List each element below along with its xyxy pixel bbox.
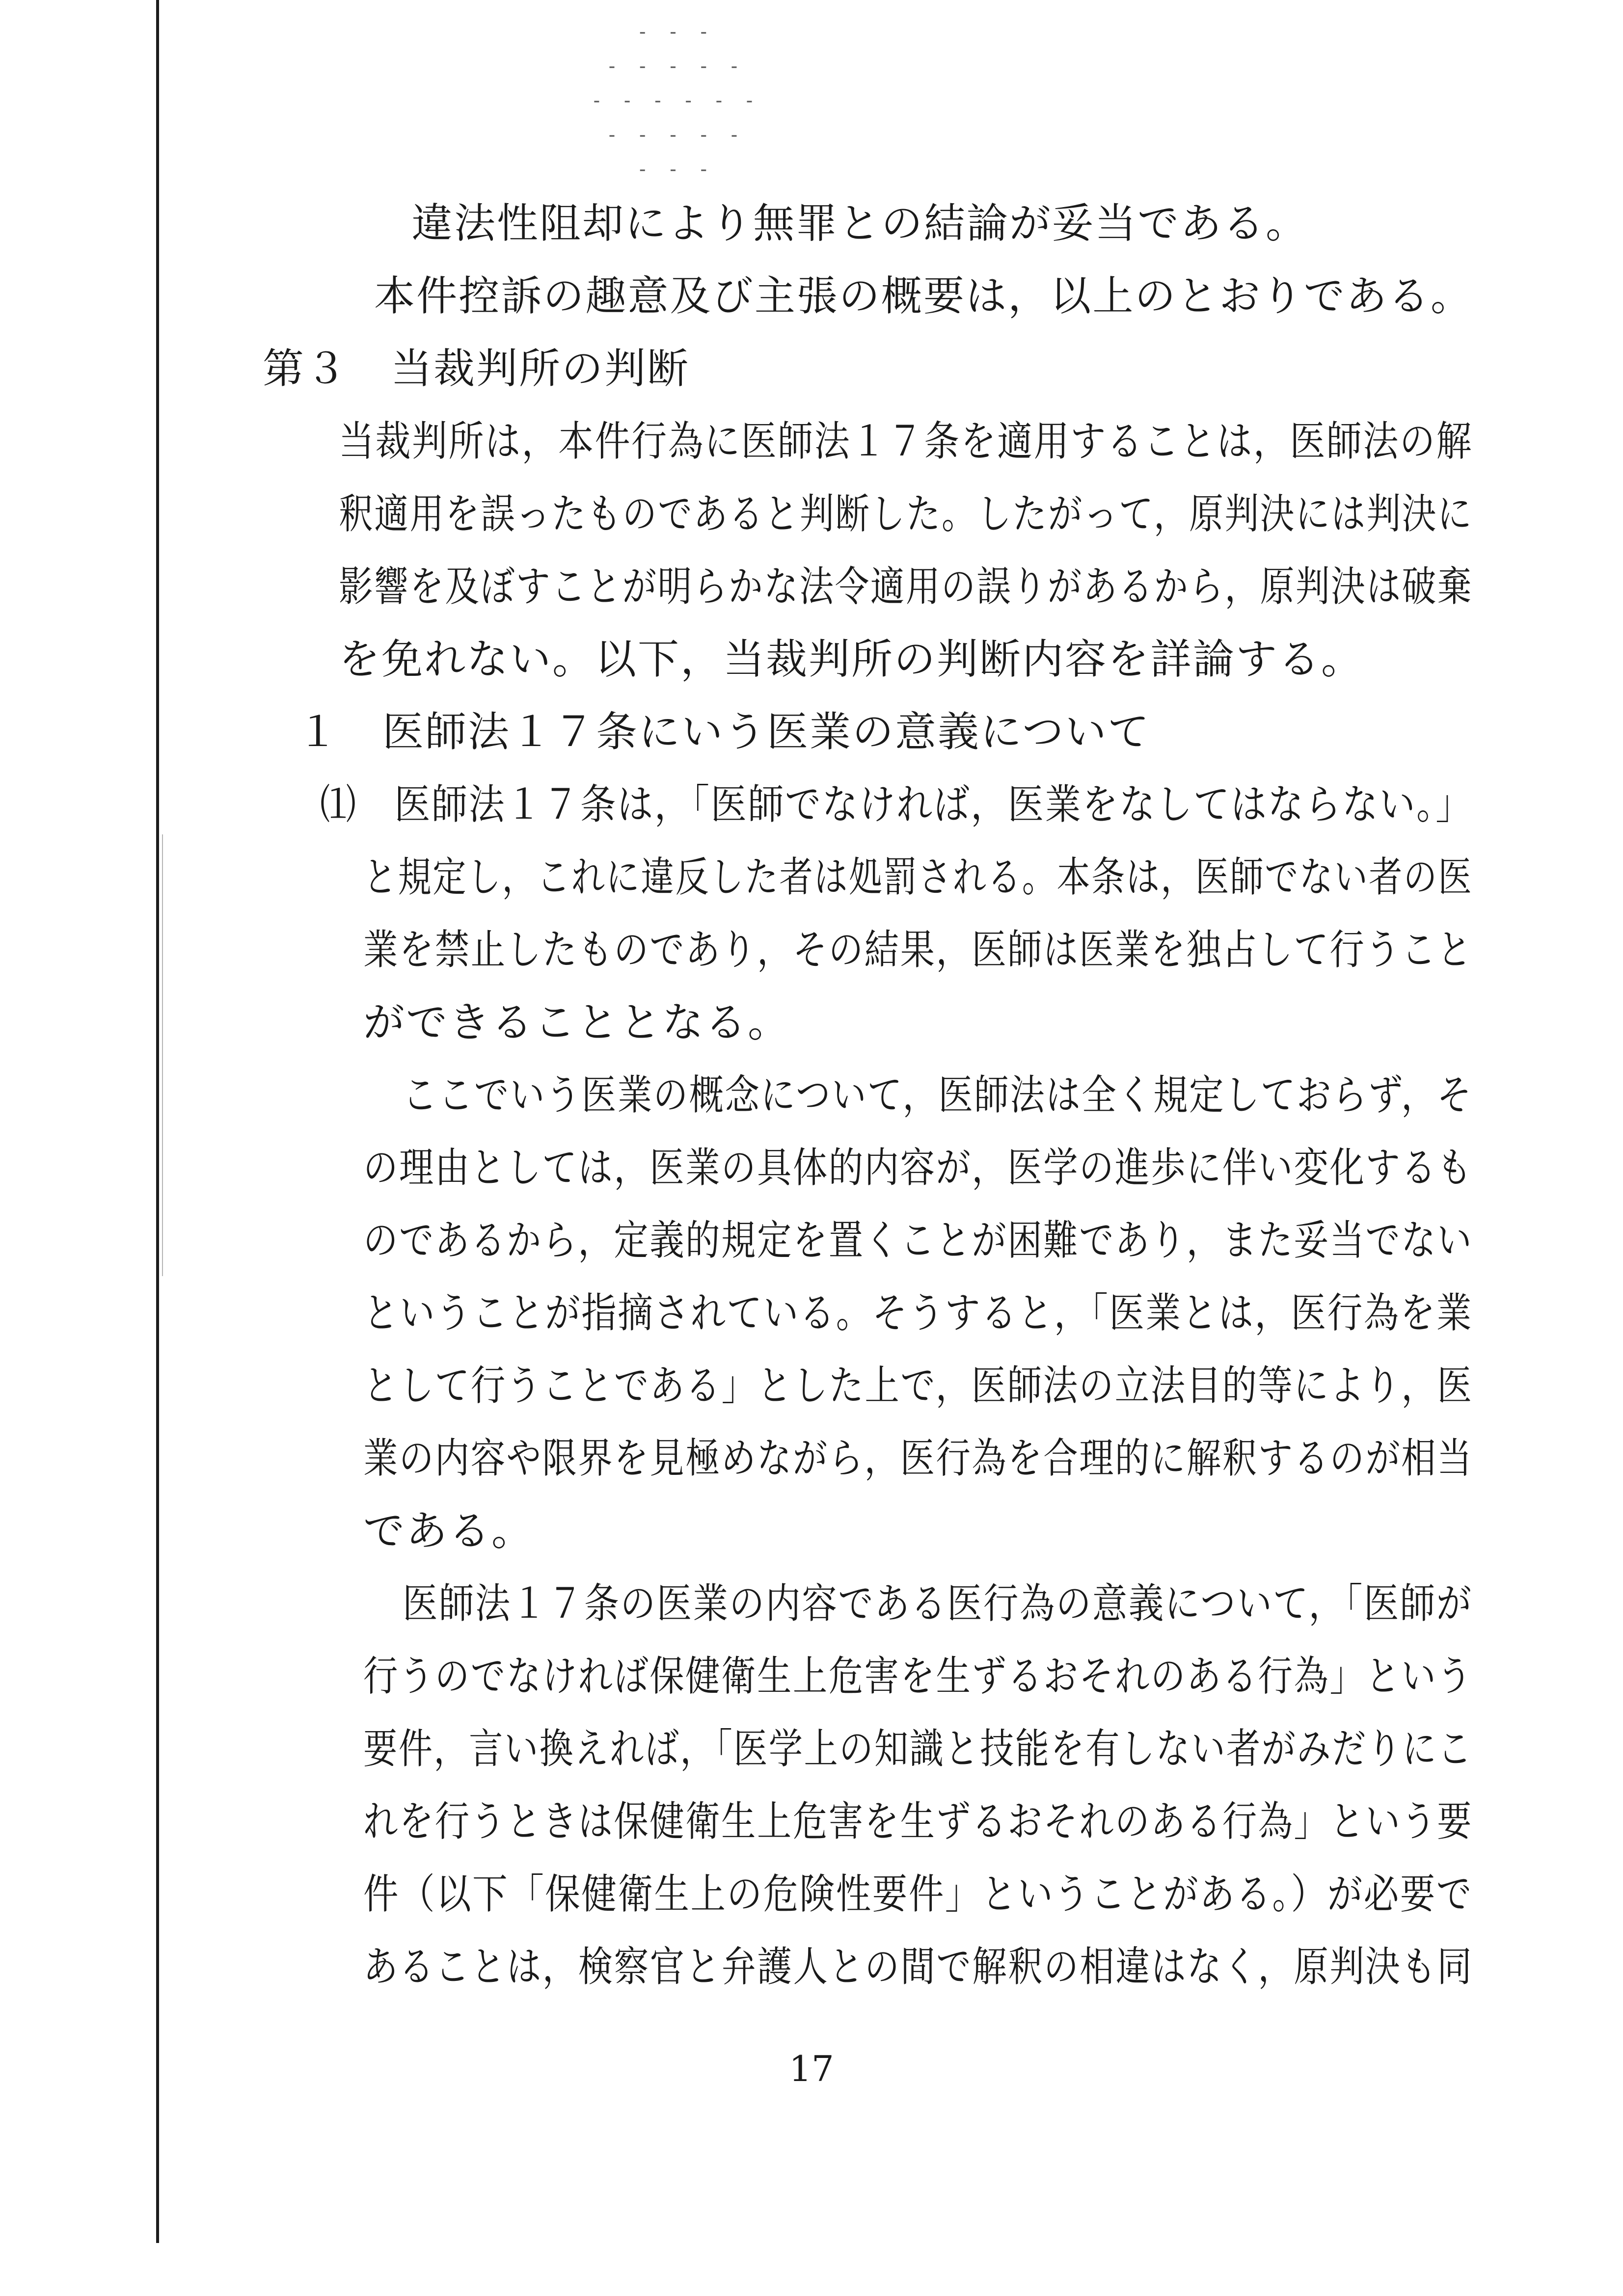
text-line-15: のであるから，定義的規定を置くことが困難であり，また妥当でない — [363, 1216, 1473, 1264]
text-line-17: として行うことである」とした上で，医師法の立法目的等により，医 — [363, 1362, 1473, 1410]
text-line-12: ができることとなる。 — [363, 998, 791, 1046]
binding-edge-line — [156, 0, 159, 2243]
text-line-16: ということが指摘されている。そうすると，「医業とは，医行為を業 — [363, 1289, 1473, 1337]
text-line-23: れを行うときは保健衛生上危害を生ずるおそれのある行為」という要 — [363, 1797, 1473, 1845]
subsection-heading: １ 医師法１７条にいう医業の意義について — [297, 708, 1151, 756]
text-line-1: 違法性阻却により無罪との結論が妥当である。 — [411, 199, 1309, 247]
text-line-4: 当裁判所は，本件行為に医師法１７条を適用することは，医師法の解 — [339, 417, 1473, 465]
text-line-13: ここでいう医業の概念について，医師法は全く規定しておらず，そ — [403, 1071, 1473, 1119]
text-line-6: 影響を及ぼすことが明らかな法令適用の誤りがあるから，原判決は破棄 — [339, 562, 1473, 611]
text-line-5: 釈適用を誤ったものであると判断した。したがって，原判決には判決に — [339, 490, 1473, 538]
text-line-18: 業の内容や限界を見極めながら，医行為を合理的に解釈するのが相当 — [363, 1434, 1473, 1482]
binding-edge-shadow — [162, 834, 163, 1276]
text-line-7: を免れない。以下，当裁判所の判断内容を詳論する。 — [339, 635, 1364, 683]
section-heading: 第３ 当裁判所の判断 — [263, 345, 690, 393]
text-line-2: 本件控訴の趣意及び主張の概要は，以上のとおりである。 — [374, 272, 1473, 320]
page-number: 17 — [789, 2048, 834, 2089]
text-line-11: 業を禁止したものであり，その結果，医師は医業を独占して行うこと — [363, 926, 1473, 974]
text-line-20: 医師法１７条の医業の内容である医行為の意義について，「医師が — [403, 1579, 1473, 1628]
text-line-9: ⑴ 医師法１７条は，「医師でなければ，医業をなしてはならない。」 — [320, 780, 1473, 828]
scan-speckle: - - - - - - - - - - - - - - - - - - - - - - — [593, 21, 762, 181]
text-line-14: の理由としては，医業の具体的内容が，医学の進歩に伴い変化するも — [363, 1144, 1473, 1192]
text-line-22: 要件，言い換えれば，「医学上の知識と技能を有しない者がみだりにこ — [363, 1725, 1473, 1773]
text-line-24: 件（以下「保健衛生上の危険性要件」ということがある。）が必要で — [363, 1870, 1473, 1918]
text-line-19: である。 — [363, 1507, 535, 1555]
text-line-10: と規定し，これに違反した者は処罰される。本条は，医師でない者の医 — [363, 853, 1473, 901]
text-line-25: あることは，検察官と弁護人との間で解釈の相違はなく，原判決も同 — [363, 1943, 1473, 1991]
text-line-21: 行うのでなければ保健衛生上危害を生ずるおそれのある行為」という — [363, 1652, 1473, 1700]
